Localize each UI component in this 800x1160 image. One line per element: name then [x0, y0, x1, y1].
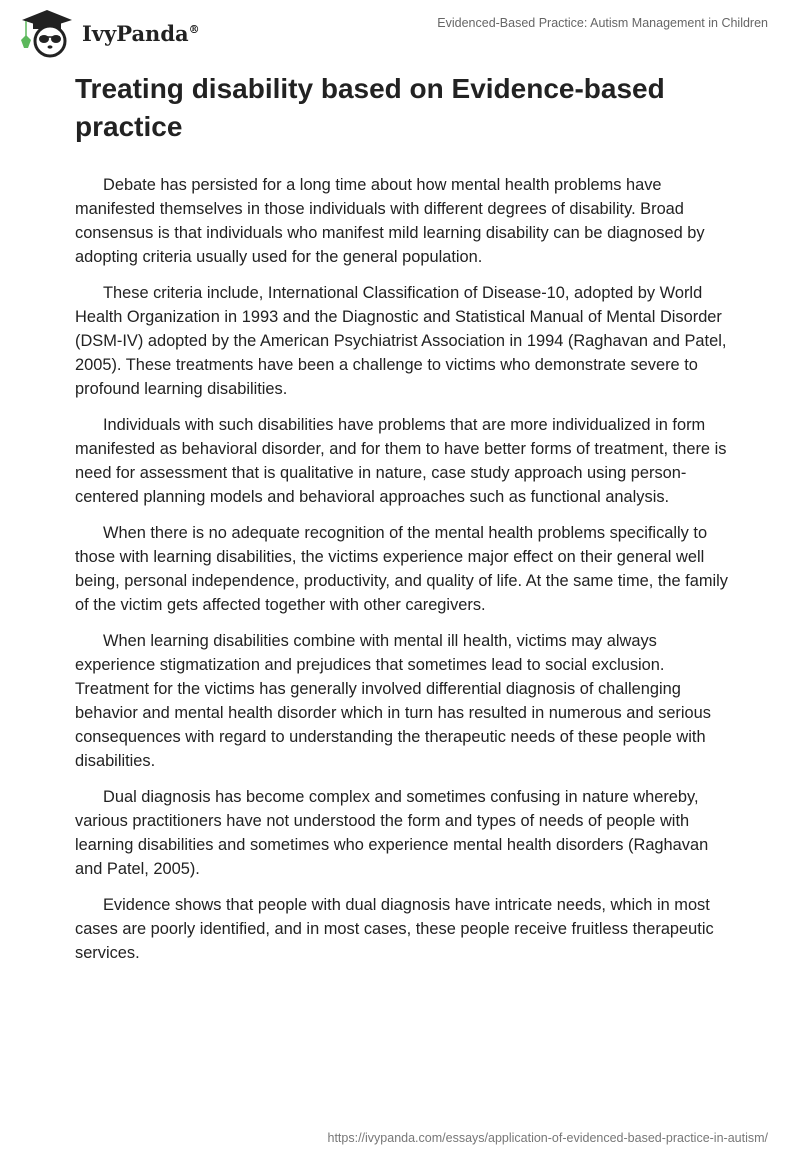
ivypanda-logo[interactable]	[18, 8, 200, 58]
logo-wordmark: IvyPanda	[82, 20, 189, 46]
logo-text	[82, 21, 200, 46]
paragraph: When learning disabilities combine with mental ill health, victims may always experience stigmatization and prejudices that sometimes lead to social exclusion. Treatment for the victims has generally involved differential diagnosis of challenging behavior and mental health disorder which in turn has resulted in numerous and serious consequences with regard to understanding the therapeutic needs of these people with disabilities.	[75, 632, 711, 770]
paragraph: Evidence shows that people with dual diagnosis have intricate needs, which in most cases are poorly identified, and in most cases, these people receive fruitless therapeutic services.	[75, 896, 714, 962]
article-body	[75, 173, 729, 977]
source-url: https://ivypanda.com/essays/application-of-evidenced-based-practice-in-autism/	[327, 1131, 768, 1145]
paragraph: Dual diagnosis has become complex and sometimes confusing in nature whereby, various practitioners have not understood the form and types of needs of people with learning disabilities and sometimes who experience mental health disorders (Raghavan and Patel, 2005).	[75, 788, 709, 878]
paragraph: When there is no adequate recognition of the mental health problems specifically to those with learning disabilities, the victims experience major effect on their general well being, personal independence, productivity, and quality of life. At the same time, the family of the victim gets affected together with other caregivers.	[75, 524, 728, 614]
paragraph: Individuals with such disabilities have problems that are more individualized in form manifested as behavioral disorder, and for them to have better forms of treatment, there is need for assessment that is qualitative in nature, case study approach using person-centered planning models and behavioral approaches such as functional analysis.	[75, 416, 727, 506]
paragraph: These criteria include, International Classification of Disease-10, adopted by World Health Organization in 1993 and the Diagnostic and Statistical Manual of Mental Disorder (DSM-IV) adopted by the American Psychiatrist Association in 1994 (Raghavan and Patel, 2005). These treatments have been a challenge to victims who demonstrate severe to profound learning disabilities.	[75, 284, 727, 398]
article-heading: Treating disability based on Evidence-based practice	[75, 73, 665, 142]
panda-graduate-icon	[18, 8, 76, 58]
paragraph: Debate has persisted for a long time about how mental health problems have manifested themselves in those individuals with different degrees of disability. Broad consensus is that individuals who manifest mild learning disability can be diagnosed by adopting criteria usually used for the general population.	[75, 176, 705, 266]
registered-mark: ®	[188, 22, 200, 36]
document-title: Evidenced-Based Practice: Autism Management in Children	[437, 16, 768, 30]
